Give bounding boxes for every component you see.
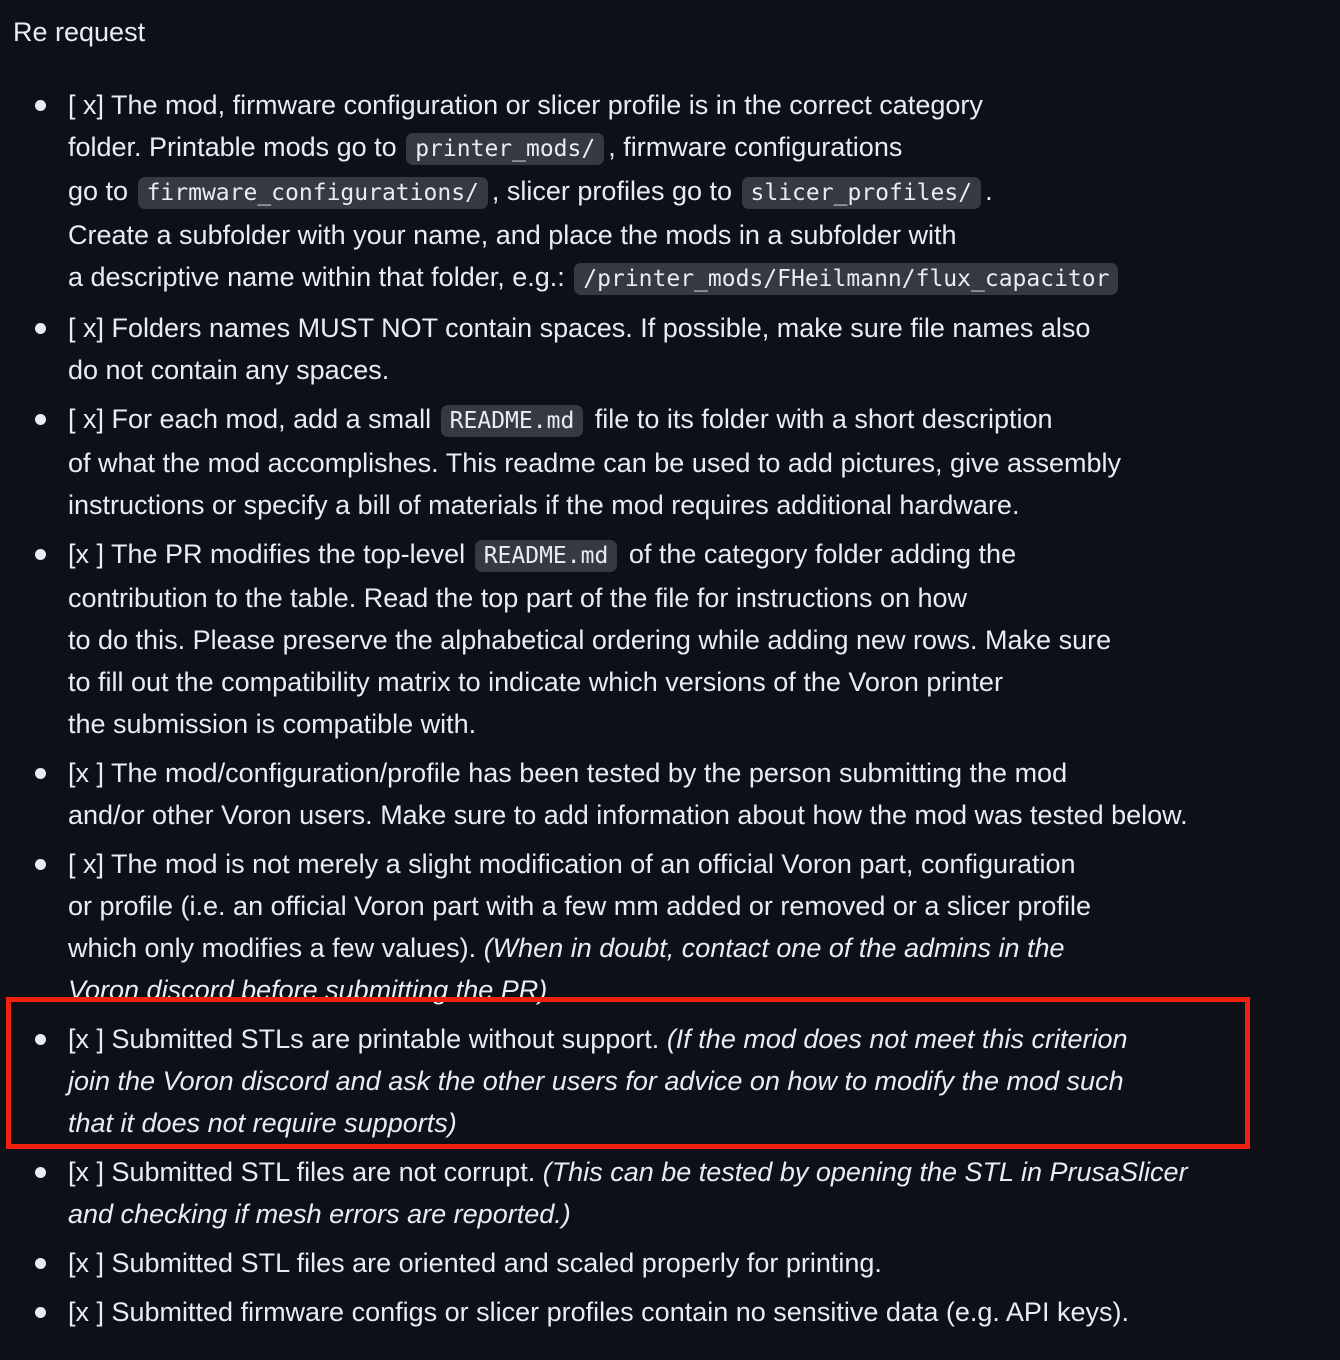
inline-code: README.md: [441, 405, 584, 437]
item-text: and/or other Voron users. Make sure to add information about how the mod was tested below.: [68, 800, 1188, 830]
item-text: Voron discord before submitting the PR): [68, 975, 548, 1005]
item-text: a descriptive name within that folder, e.g.: /printer_mods/FHeilmann/flux_capacitor: [68, 262, 1122, 292]
inline-code: slicer_profiles/: [742, 177, 982, 209]
inline-code: printer_mods/: [406, 133, 604, 165]
bullet-icon: [35, 859, 46, 870]
bullet-icon: [35, 100, 46, 111]
inline-code: README.md: [475, 540, 618, 572]
bullet-icon: [35, 323, 46, 334]
item-text: instructions or specify a bill of materials if the mod requires additional hardware.: [68, 490, 1020, 520]
bullet-icon: [35, 1258, 46, 1269]
highlight-annotation-box: [6, 997, 1250, 1149]
item-text: and checking if mesh errors are reported.): [68, 1199, 571, 1229]
item-text: [x ] Submitted STL files are oriented and scaled properly for printing.: [68, 1248, 882, 1278]
bullet-icon: [35, 1307, 46, 1318]
item-text: join the Voron discord and ask the other users for advice on how to modify the mod such: [68, 1066, 1124, 1096]
item-text: [x ] The PR modifies the top-level README.md of the category folder adding the: [68, 539, 1016, 569]
item-text: contribution to the table. Read the top part of the file for instructions on how: [68, 583, 968, 613]
checklist: [0, 84, 1340, 1340]
item-text: go to firmware_configurations/ , slicer profiles go to slicer_profiles/ .: [68, 176, 993, 206]
inline-code: /printer_mods/FHeilmann/flux_capacitor: [574, 263, 1118, 295]
item-text: the submission is compatible with.: [68, 709, 477, 739]
bullet-icon: [35, 768, 46, 779]
item-text: folder. Printable mods go to printer_mods/ , firmware configurations: [68, 132, 902, 162]
list-item: [0, 752, 1340, 836]
comment-heading: Re request: [13, 17, 146, 47]
list-item: [0, 84, 1340, 300]
list-item: [0, 1242, 1340, 1284]
item-text: that it does not require supports): [68, 1108, 457, 1138]
item-text: [ x] The mod, firmware configuration or slicer profile is in the correct category: [68, 90, 983, 120]
item-text: [x ] Submitted STL files are not corrupt. (This can be tested by opening the STL in PrusaSlicer: [68, 1157, 1188, 1187]
item-text: of what the mod accomplishes. This readme can be used to add pictures, give assembly: [68, 448, 1122, 478]
item-text: Create a subfolder with your name, and place the mods in a subfolder with: [68, 220, 957, 250]
item-text: which only modifies a few values). (When in doubt, contact one of the admins in the: [68, 933, 1065, 963]
list-item: [0, 1291, 1340, 1333]
list-item: [0, 398, 1340, 526]
item-text: [x ] Submitted STLs are printable without support. (If the mod does not meet this criterion: [68, 1024, 1128, 1054]
inline-code: firmware_configurations/: [138, 177, 488, 209]
item-text: [ x] The mod is not merely a slight modification of an official Voron part, configuration: [68, 849, 1076, 879]
item-text: or profile (i.e. an official Voron part with a few mm added or removed or a slicer profile: [68, 891, 1091, 921]
item-text: to do this. Please preserve the alphabetical ordering while adding new rows. Make sure: [68, 625, 1112, 655]
list-item: [0, 843, 1340, 1011]
bullet-icon: [35, 414, 46, 425]
item-text: [x ] Submitted firmware configs or slicer profiles contain no sensitive data (e.g. API keys).: [68, 1297, 1129, 1327]
item-text: to fill out the compatibility matrix to indicate which versions of the Voron printer: [68, 667, 1003, 697]
item-text: [ x] Folders names MUST NOT contain spaces. If possible, make sure file names also: [68, 313, 1091, 343]
list-item: [0, 307, 1340, 391]
list-item: [0, 1151, 1340, 1235]
bullet-icon: [35, 1167, 46, 1178]
item-text: [ x] For each mod, add a small README.md file to its folder with a short description: [68, 404, 1053, 434]
bullet-icon: [35, 549, 46, 560]
list-item: [0, 533, 1340, 745]
item-text: do not contain any spaces.: [68, 355, 390, 385]
item-text: [x ] The mod/configuration/profile has been tested by the person submitting the mod: [68, 758, 1068, 788]
